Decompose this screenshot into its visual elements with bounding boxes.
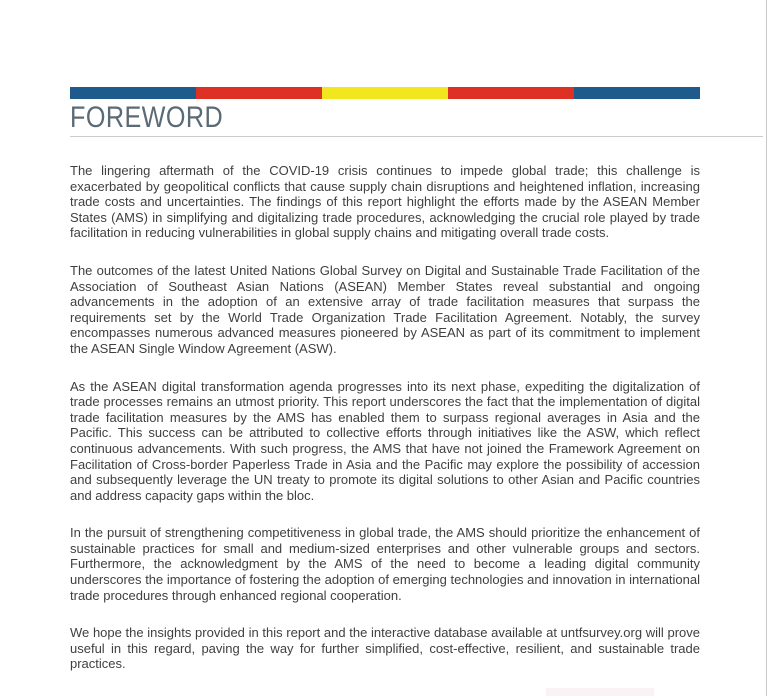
bar-segment-blue-right (574, 87, 700, 99)
header-color-bar (70, 87, 700, 99)
paragraph-2: The outcomes of the latest United Nations Global Survey on Digital and Sustainable Trade Facilitation of the Association of Southeast Asian Nations (ASEAN) Member States reveal substantial and ongoing advancements in the adoption of an extensive array of trade facilitation measures that surpass the requirements set by the World Trade Organization Trade Facilitation Agreement. Notably, the survey encompasses numerous advanced measures pioneered by ASEAN as part of its commitment to implement the ASEAN Single Window Agreement (ASW). (70, 262, 700, 356)
footer-color-fragment (546, 688, 654, 696)
paragraph-5: We hope the insights provided in this report and the interactive database available at untfsurvey.org will prove useful in this regard, paving the way for further simplified, cost-effective, resilient, and sustainable trade practices. (70, 625, 700, 672)
page-title: FOREWORD (70, 101, 224, 134)
title-divider (70, 136, 763, 137)
paragraph-1: The lingering aftermath of the COVID-19 crisis continues to impede global trade; this challenge is exacerbated by geopolitical conflicts that cause supply chain disruptions and heightened inflation, increasing trade costs and uncertainties. The findings of this report highlight the efforts made by the ASEAN Member States (AMS) in simplifying and digitalizing trade procedures, acknowledging the crucial role played by trade facilitation in reducing vulnerabilities in global supply chains and mitigating overall trade costs. (70, 163, 700, 241)
bar-segment-red-left (196, 87, 322, 99)
page-edge-line (766, 0, 767, 696)
bar-segment-yellow (322, 87, 448, 99)
bar-segment-red-right (448, 87, 574, 99)
paragraph-4: In the pursuit of strengthening competitiveness in global trade, the AMS should prioritize the enhancement of sustainable practices for small and medium-sized enterprises and other vulnerable groups and sectors. Furthermore, the acknowledgment by the AMS of the need to become a leading digital community underscores the importance of fostering the adoption of emerging technologies and innovation in international trade procedures through enhanced regional cooperation. (70, 525, 700, 603)
bar-segment-blue-left (70, 87, 196, 99)
paragraph-3: As the ASEAN digital transformation agenda progresses into its next phase, expediting the digitalization of trade processes remains an utmost priority. This report underscores the fact that the implementation of digital trade facilitation measures by the AMS has enabled them to surpass regional averages in Asia and the Pacific. This success can be attributed to collective efforts through initiatives like the ASW, which reflect continuous advancements. With such progress, the AMS that have not joined the Framework Agreement on Facilitation of Cross-border Paperless Trade in Asia and the Pacific may explore the possibility of accession and subsequently leverage the UN treaty to promote its digital solutions to other Asian and Pacific countries and address capacity gaps within the bloc. (70, 378, 700, 503)
foreword-body (70, 163, 700, 694)
